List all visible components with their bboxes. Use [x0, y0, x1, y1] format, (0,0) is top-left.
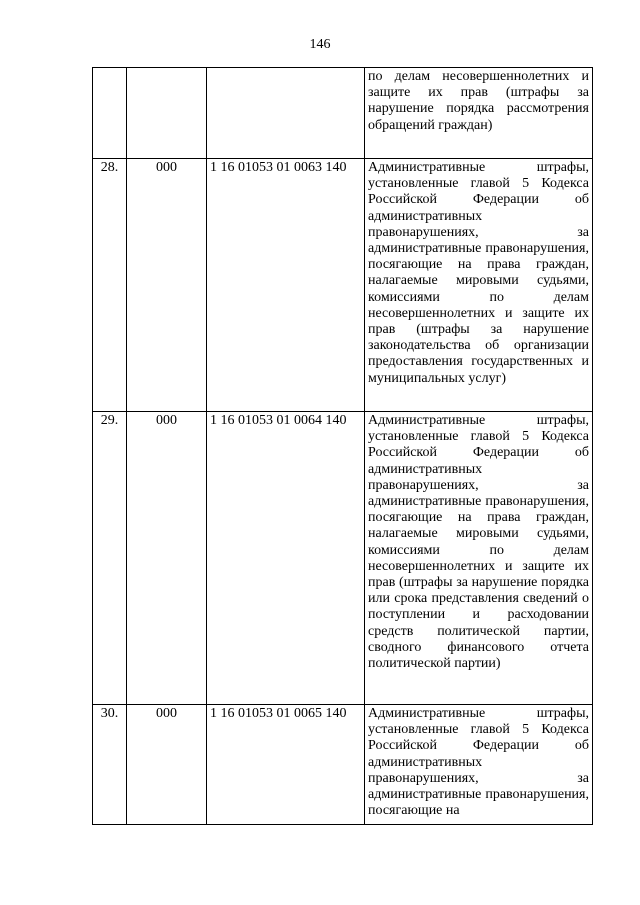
table-row	[93, 412, 593, 705]
description-text: по делам несовершеннолетних и защите их прав (штрафы за нарушение порядка рассмотрения обращений граждан)	[368, 69, 589, 133]
description-text: Административные штрафы, установленные главой 5 Кодекса Российской Федерации об административных правонарушениях, за административные правонарушения, посягающие на	[368, 706, 589, 819]
table-row	[93, 705, 593, 825]
description-cell	[365, 68, 593, 159]
admin-code-cell: 000	[127, 159, 207, 412]
row-number-cell: 28.	[93, 159, 127, 412]
kbk-code-cell: 1 16 01053 01 0063 140	[207, 159, 365, 412]
table-row	[93, 68, 593, 159]
admin-code-cell: 000	[127, 412, 207, 705]
row-number-cell: 29.	[93, 412, 127, 705]
kbk-code-cell	[207, 68, 365, 159]
kbk-code-cell: 1 16 01053 01 0064 140	[207, 412, 365, 705]
row-number-cell: 30.	[93, 705, 127, 825]
row-number-cell	[93, 68, 127, 159]
table-row	[93, 159, 593, 412]
description-cell	[365, 705, 593, 825]
page-number: 146	[309, 37, 331, 52]
admin-code-cell: 000	[127, 705, 207, 825]
description-text: Административные штрафы, установленные главой 5 Кодекса Российской Федерации об административных правонарушениях, за административные правонарушения, посягающие на права граждан, налагаемые мировыми судьями, комиссиями по делам несовершеннолетних и защите их прав (штрафы за нарушение порядка или срока представления сведений о поступлении и расходовании средств политической партии, сводного финансового отчета политической партии)	[368, 413, 589, 672]
admin-code-cell	[127, 68, 207, 159]
budget-classification-table	[92, 67, 593, 825]
kbk-code-cell: 1 16 01053 01 0065 140	[207, 705, 365, 825]
description-cell	[365, 159, 593, 412]
description-text: Административные штрафы, установленные главой 5 Кодекса Российской Федерации об административных правонарушениях, за административные правонарушения, посягающие на права граждан, налагаемые мировыми судьями, комиссиями по делам несовершеннолетних и защите их прав (штрафы за нарушение законодательства об организации предоставления государственных и муниципальных услуг)	[368, 160, 589, 386]
description-cell	[365, 412, 593, 705]
